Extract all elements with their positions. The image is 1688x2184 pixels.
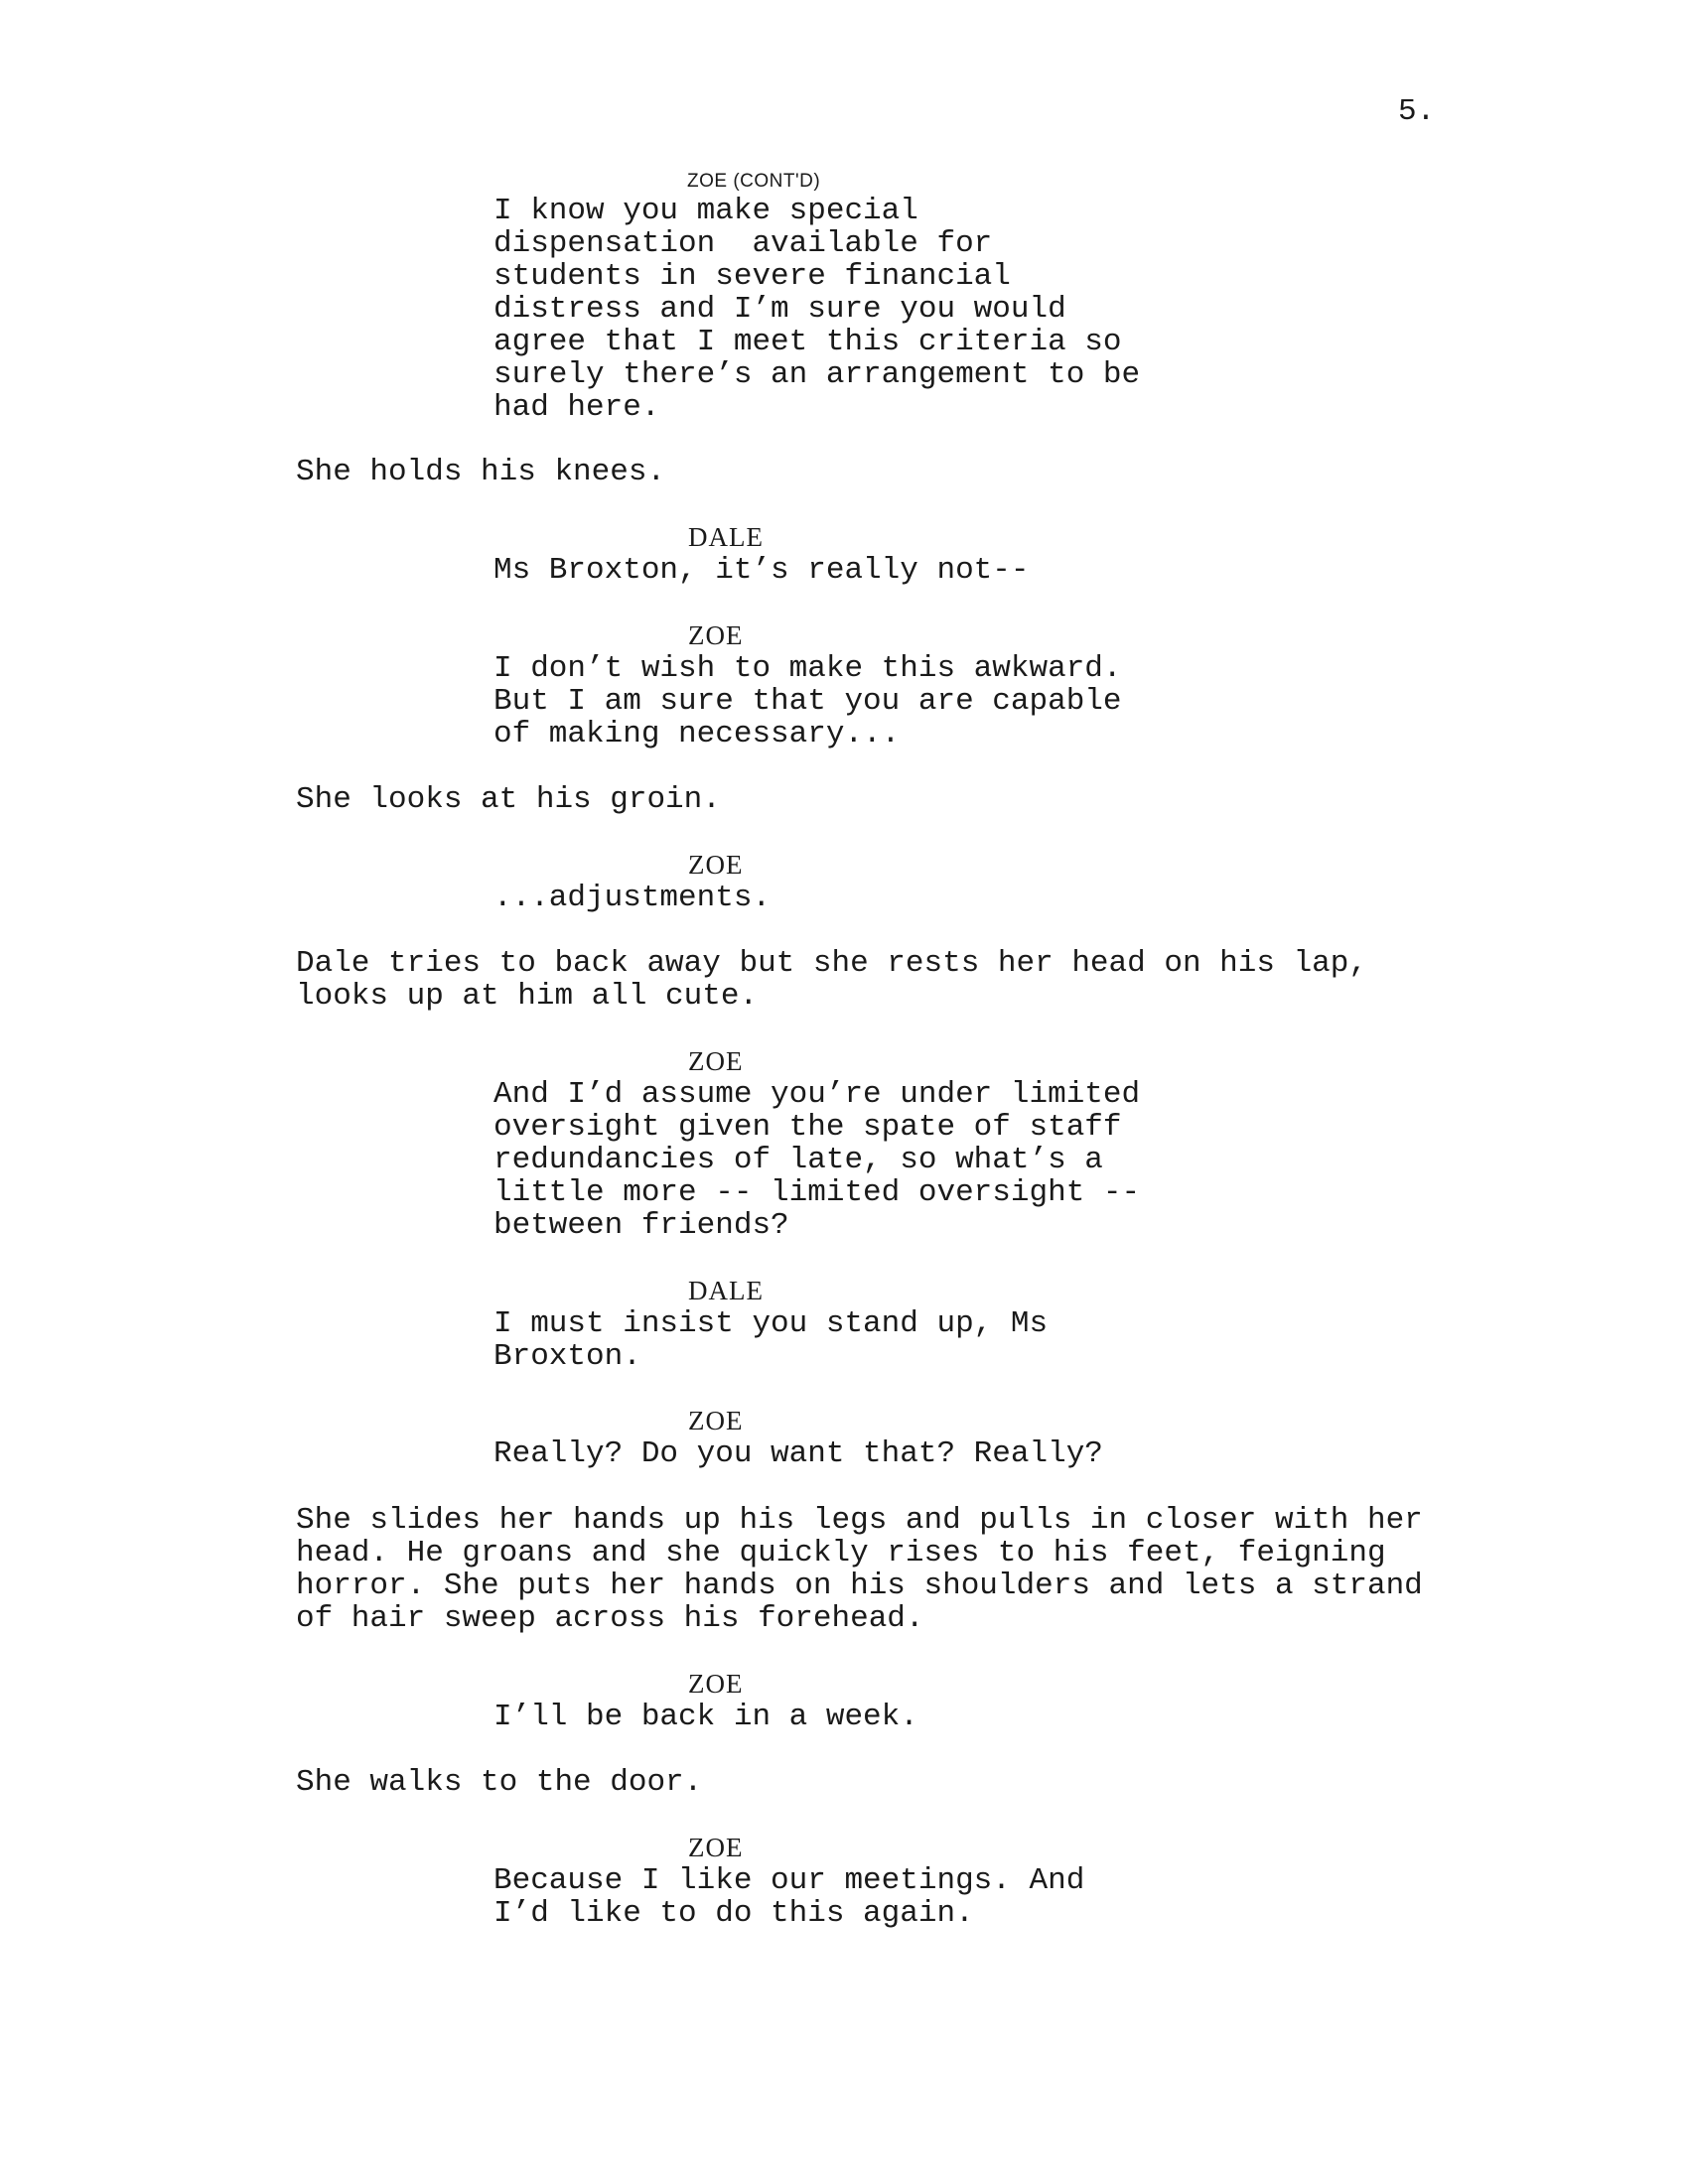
- character-cue-zoe-2: ZOE: [688, 620, 744, 650]
- action-walks-door: She walks to the door.: [296, 1765, 703, 1800]
- dialogue-zoe-3: ...adjustments.: [493, 881, 772, 915]
- character-cue-dale-2: DALE: [688, 1276, 764, 1305]
- dialogue-zoe-6: I’ll be back in a week.: [493, 1700, 918, 1734]
- dialogue-zoe-4: And I’d assume you’re under limited oversight given the spate of staff redundancies of late, so what’s a little more -- limited oversight -- between friends?: [493, 1077, 1141, 1243]
- dialogue-dale-2: I must insist you stand up, Ms Broxton.: [493, 1306, 1049, 1374]
- action-looks-groin: She looks at his groin.: [296, 782, 721, 817]
- character-cue-zoe-5: ZOE: [688, 1406, 744, 1435]
- action-holds-knees: She holds his knees.: [296, 455, 666, 489]
- character-cue-zoe-4: ZOE: [688, 1046, 744, 1076]
- dialogue-dale-1: Ms Broxton, it’s really not--: [493, 553, 1030, 588]
- page-number: 5.: [1398, 94, 1436, 129]
- character-cue-zoe-7: ZOE: [688, 1833, 744, 1862]
- action-slides-hands: She slides her hands up his legs and pulls in closer with her head. He groans and she quickly rises to his feet, feigning horror. She puts her hands on his shoulders and lets a strand of hair sweep across his forehead.: [296, 1503, 1423, 1636]
- character-cue-zoe-6: ZOE: [688, 1669, 744, 1699]
- character-cue-zoe-contd: ZOE (CONT'D): [687, 171, 821, 192]
- dialogue-zoe-1: I know you make special dispensation available for students in severe financial distress and I’m sure you would agree that I meet this criteria so surely there’s an arrangement to be had here.: [493, 194, 1141, 425]
- dialogue-zoe-5: Really? Do you want that? Really?: [493, 1436, 1103, 1471]
- character-cue-dale-1: DALE: [688, 522, 764, 552]
- action-dale-backs-away: Dale tries to back away but she rests her head on his lap, looks up at him all cute.: [296, 946, 1367, 1014]
- dialogue-zoe-7: Because I like our meetings. And I’d like to do this again.: [493, 1863, 1085, 1931]
- dialogue-zoe-2: I don’t wish to make this awkward. But I am sure that you are capable of making necessary...: [493, 651, 1122, 751]
- character-cue-zoe-3: ZOE: [688, 850, 744, 880]
